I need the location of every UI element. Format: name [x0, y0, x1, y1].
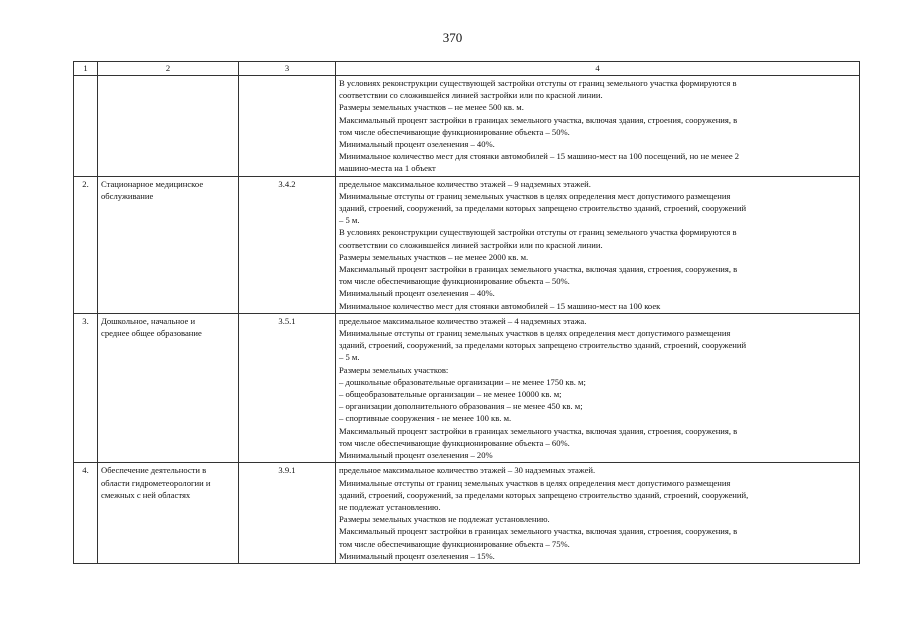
- table-row: [74, 463, 860, 564]
- row-number: 4.: [74, 463, 98, 564]
- parameter-line: том числе обеспечивающие функционирование объекта – 50%.: [339, 276, 570, 287]
- parameters-text: [336, 76, 860, 177]
- table-row: [74, 313, 860, 462]
- parameter-line: зданий, строений, сооружений, за пределами которых запрещено строительство зданий, строений, сооружений: [339, 340, 747, 351]
- parameter-line: Минимальный процент озеленения – 40%.: [339, 288, 495, 299]
- parameter-line: Минимальное количество мест для стоянки автомобилей – 15 машино-мест на 100 посещений, но не менее 2: [339, 151, 740, 162]
- parameter-line: – 5 м.: [339, 215, 360, 226]
- permitted-use-name: [98, 463, 239, 564]
- parameter-line: – организации дополнительного образования – не менее 450 кв. м;: [339, 401, 583, 412]
- row-number: 3.: [74, 313, 98, 462]
- parameter-line: не подлежат установлению.: [339, 501, 441, 512]
- parameter-line: машино-места на 1 объект: [339, 163, 436, 174]
- permitted-use-name: [98, 313, 239, 462]
- parameter-line: том числе обеспечивающие функционирование объекта – 50%.: [339, 126, 570, 137]
- parameter-line: Максимальный процент застройки в границах земельного участка, включая здания, строения, сооружения, в: [339, 114, 738, 125]
- parameter-line: том числе обеспечивающие функционирование объекта – 75%.: [339, 538, 570, 549]
- header-cell-4: 4: [336, 62, 860, 76]
- row-number: 2.: [74, 176, 98, 313]
- parameter-line: Минимальный процент озеленения – 40%.: [339, 139, 495, 150]
- parameter-line: предельное максимальное количество этажей – 4 надземных этажа.: [339, 315, 587, 326]
- parameter-line: Максимальный процент застройки в границах земельного участка, включая здания, строения, сооружения, в: [339, 425, 738, 436]
- parameter-line: Минимальный процент озеленения – 20%: [339, 450, 493, 461]
- parameter-line: Размеры земельных участков:: [339, 364, 449, 375]
- use-code: 3.5.1: [239, 313, 336, 462]
- parameter-line: Максимальный процент застройки в границах земельного участка, включая здания, строения, сооружения, в: [339, 526, 738, 537]
- name-line: области гидрометеорологии и: [101, 477, 211, 488]
- header-cell-2: 2: [98, 62, 239, 76]
- row-number: [74, 76, 98, 177]
- use-code: 3.9.1: [239, 463, 336, 564]
- name-line: Дошкольное, начальное и: [101, 315, 196, 326]
- parameter-line: Минимальный процент озеленения – 15%.: [339, 550, 495, 561]
- parameter-line: В условиях реконструкции существующей застройки отступы от границ земельного участка формируются в: [339, 227, 737, 238]
- table-row: [74, 76, 860, 177]
- parameter-line: соответствии со сложившейся линией застройки или по красной линии.: [339, 90, 603, 101]
- parameter-line: Размеры земельных участков – не менее 500 кв. м.: [339, 102, 524, 113]
- table-row: [74, 176, 860, 313]
- header-cell-3: 3: [239, 62, 336, 76]
- table-header-row: [74, 62, 860, 76]
- parameter-line: – общеобразовательные организации – не менее 10000 кв. м;: [339, 389, 562, 400]
- parameter-line: – спортивные сооружения - не менее 100 кв. м.: [339, 413, 512, 424]
- parameter-line: Размеры земельных участков не подлежат установлению.: [339, 514, 550, 525]
- parameter-line: – 5 м.: [339, 352, 360, 363]
- parameter-line: В условиях реконструкции существующей застройки отступы от границ земельного участка формируются в: [339, 78, 737, 88]
- name-line: обслуживание: [101, 190, 154, 201]
- parameters-text: [336, 313, 860, 462]
- parameter-line: Минимальное количество мест для стоянки автомобилей – 15 машино-мест на 100 коек: [339, 300, 661, 311]
- name-line: смежных с ней областях: [101, 489, 191, 500]
- name-line: среднее общее образование: [101, 328, 202, 339]
- use-code: [239, 76, 336, 177]
- parameters-text: [336, 463, 860, 564]
- parameter-line: Минимальные отступы от границ земельных участков в целях определения мест допустимого размещения: [339, 477, 731, 488]
- parameters-text: [336, 176, 860, 313]
- permitted-use-name: [98, 76, 239, 177]
- parameter-line: Минимальные отступы от границ земельных участков в целях определения мест допустимого размещения: [339, 190, 731, 201]
- use-code: 3.4.2: [239, 176, 336, 313]
- header-cell-1: 1: [74, 62, 98, 76]
- permitted-use-name: [98, 176, 239, 313]
- name-line: Обеспечение деятельности в: [101, 465, 207, 476]
- parameter-line: предельное максимальное количество этажей – 9 надземных этажей.: [339, 178, 591, 189]
- parameter-line: Размеры земельных участков – не менее 2000 кв. м.: [339, 251, 529, 262]
- page-number: 370: [442, 30, 463, 45]
- name-line: Стационарное медицинское: [101, 178, 204, 189]
- regulations-table: [73, 61, 860, 564]
- parameter-line: зданий, строений, сооружений, за пределами которых запрещено строительство зданий, строений, сооружений: [339, 203, 747, 214]
- parameter-line: предельное максимальное количество этажей – 30 надземных этажей.: [339, 465, 596, 476]
- parameter-line: том числе обеспечивающие функционирование объекта – 60%.: [339, 437, 570, 448]
- parameter-line: Максимальный процент застройки в границах земельного участка, включая здания, строения, сооружения, в: [339, 264, 738, 275]
- parameter-line: зданий, строений, сооружений, за пределами которых запрещено строительство зданий, строений, сооружений,: [339, 489, 749, 500]
- parameter-line: Минимальные отступы от границ земельных участков в целях определения мест допустимого размещения: [339, 328, 731, 339]
- parameter-line: соответствии со сложившейся линией застройки или по красной линии.: [339, 239, 603, 250]
- parameter-line: – дошкольные образовательные организации – не менее 1750 кв. м;: [339, 376, 586, 387]
